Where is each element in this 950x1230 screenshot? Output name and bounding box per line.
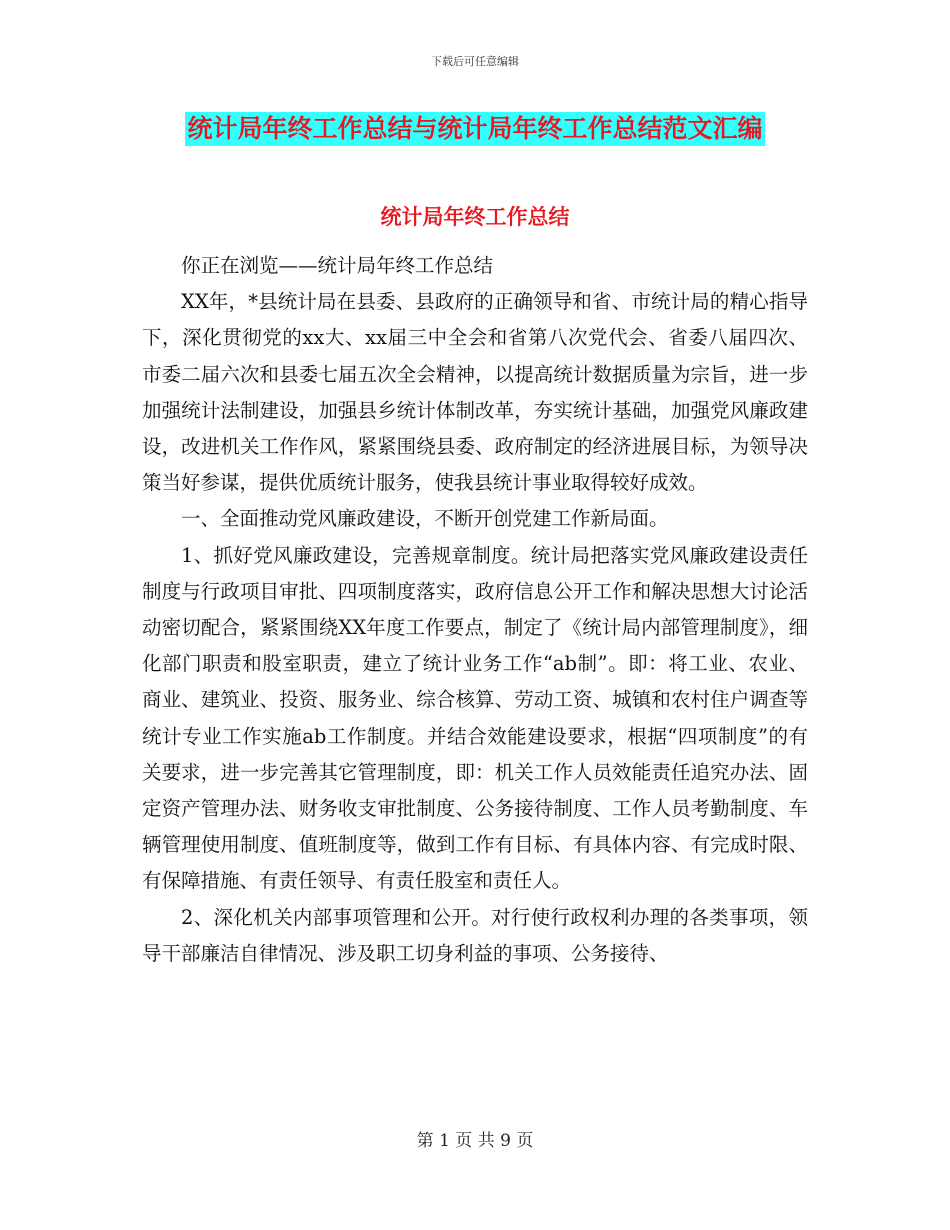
paragraph: XX年，*县统计局在县委、县政府的正确领导和省、市统计局的精心指导下，深化贯彻党的xx大、xx届三中全会和省第八次党代会、省委八届四次、市委二届六次和县委七届五次全会精神，以提高统计数据质量为宗旨，进一步加强统计法制建设，加强县乡统计体制改革，夯实统计基础，加强党风廉政建设，改进机关工作作风，紧紧围绕县委、政府制定的经济进展目标，为领导决策当好参谋，提供优质统计服务，使我县统计事业取得较好成效。 — [142, 290, 808, 495]
page-header-note: 下载后可任意编辑 — [431, 55, 519, 68]
main-title: 统计局年终工作总结与统计局年终工作总结范文汇编 — [185, 112, 764, 146]
paragraph: 一、全面推动党风廉政建设，不断开创党建工作新局面。 — [181, 507, 669, 531]
main-title-container — [0, 112, 950, 146]
paragraph: 2、深化机关内部事项管理和公开。对行使行政权利办理的各类事项，领导干部廉洁自律情况、涉及职工切身利益的事项、公务接待、 — [142, 905, 808, 965]
paragraph: 你正在浏览——统计局年终工作总结 — [181, 254, 494, 277]
sub-title: 统计局年终工作总结 — [380, 205, 570, 229]
document-body — [142, 248, 808, 972]
paragraph: 1、抓好党风廉政建设，完善规章制度。统计局把落实党风廉政建设责任制度与行政项目审批、四项制度落实，政府信息公开工作和解决思想大讨论活动密切配合，紧紧围绕XX年度工作要点，制定了《统计局内部管理制度》，细化部门职责和股室职责，建立了统计业务工作“ab制”。即：将工业、农业、商业、建筑业、投资、服务业、综合核算、劳动工资、城镇和农村住户调查等统计专业工作实施ab工作制度。并结合效能建设要求，根据“四项制度”的有关要求，进一步完善其它管理制度，即：机关工作人员效能责任追究办法、固定资产管理办法、财务收支审批制度、公务接待制度、工作人员考勤制度、车辆管理使用制度、值班制度等，做到工作有目标、有具体内容、有完成时限、有保障措施、有责任领导、有责任股室和责任人。 — [142, 543, 808, 893]
page-number: 第 1 页 共 9 页 — [416, 1131, 534, 1151]
